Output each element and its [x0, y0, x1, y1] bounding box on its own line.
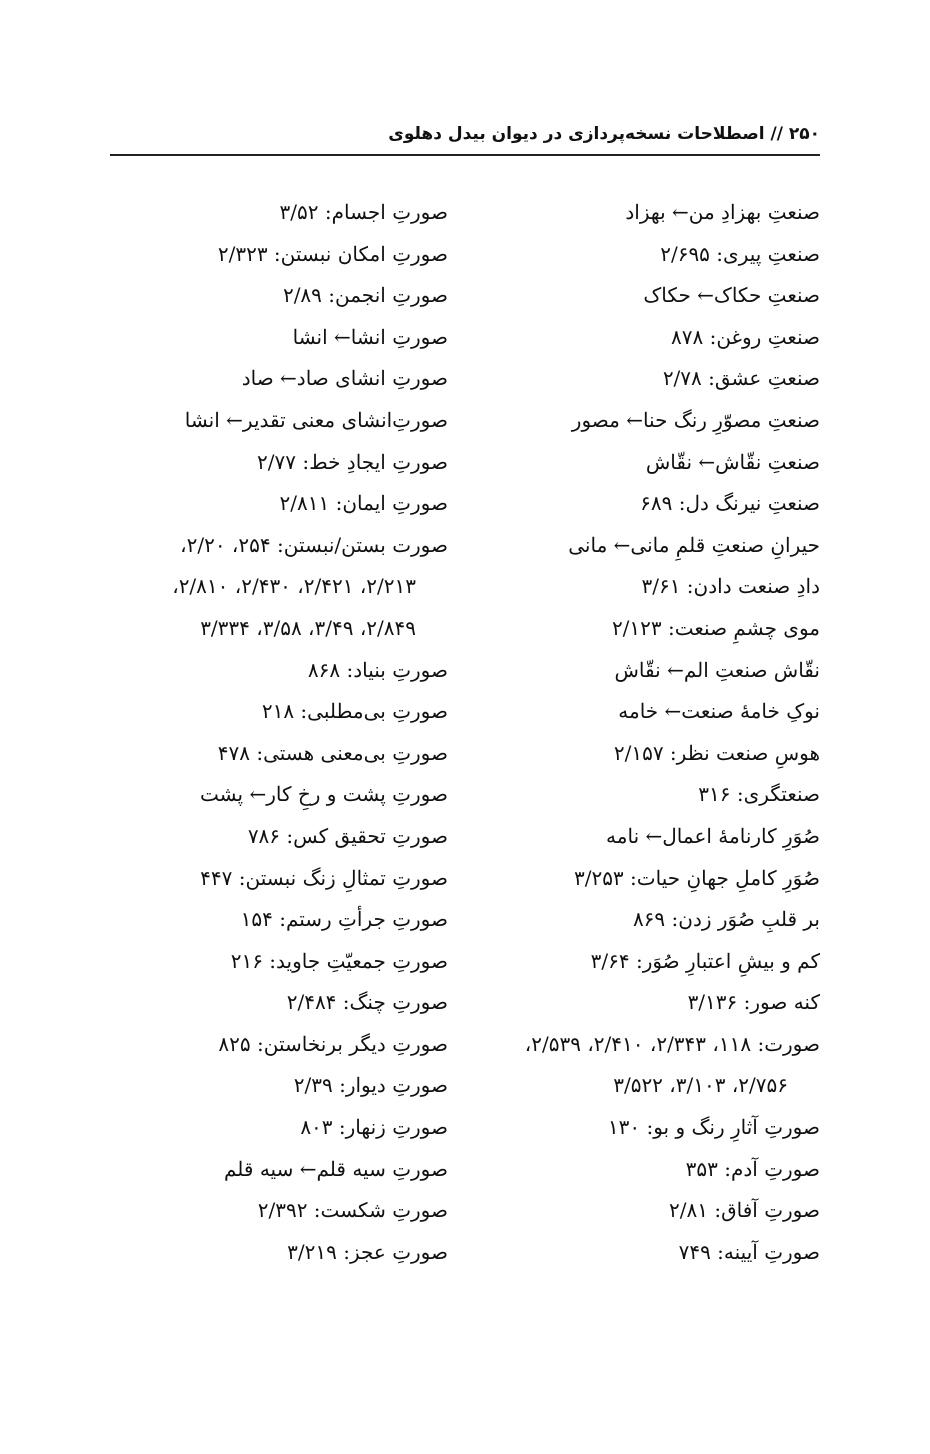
index-entry: صورتِ تحقیق کس: ۷۸۶ [247, 823, 448, 848]
index-entry: صُوَرِ کاملِ جهانِ حیات: ۳/۲۵۳ [573, 865, 820, 890]
index-entry: صورتِ بی‌مطلبی: ۲۱۸ [261, 699, 448, 724]
index-entry: صُوَرِ کارنامهٔ اعمال← نامه [606, 823, 820, 848]
index-entry: صنعتِ بهزادِ من← بهزاد [625, 200, 820, 224]
index-entry: صنعتِ عشق: ۲/۷۸ [662, 366, 820, 391]
index-entry: نقّاش صنعتِ الم← نقّاش [614, 657, 820, 682]
index-entry: صورتِ بی‌معنی هستی: ۴۷۸ [217, 740, 448, 765]
index-entry-continuation: ۲/۷۵۶، ۳/۱۰۳، ۳/۵۲۲ [613, 1073, 788, 1098]
index-entry: صورتِ انشا← انشا [292, 324, 448, 349]
index-entry: صورتِ‌انشای معنی تقدیر← انشا [184, 407, 448, 432]
index-column-left [118, 192, 448, 1273]
index-entry: صورتِ ایمان: ۲/۸۱۱ [279, 491, 448, 516]
index-entry: نوکِ خامهٔ صنعت← خامه [618, 699, 820, 724]
index-entry: صورت بستن/نبستن: ۲۵۴، ۲/۲۰، [180, 532, 448, 557]
index-entry-continuation: ۲/۸۴۹، ۳/۴۹، ۳/۵۸، ۳/۳۳۴ [200, 615, 416, 640]
index-entry: صورتِ پشت و رخِ کار← پشت [200, 782, 448, 807]
index-entry: کم و بیشِ اعتبارِ صُوَر: ۳/۶۴ [590, 948, 820, 973]
index-entry: صورتِ دیوار: ۲/۳۹ [293, 1073, 448, 1098]
index-entry: صورتِ دیگر برنخاستن: ۸۲۵ [218, 1031, 448, 1056]
index-entry: صورتِ آفاق: ۲/۸۱ [669, 1198, 820, 1223]
index-entry: صورتِ امکان نبستن: ۲/۳۲۳ [217, 241, 448, 266]
index-entry: صنعتگری: ۳۱۶ [698, 782, 820, 807]
page-header: ۲۵۰ // اصطلاحات نسخه‌پردازی در دیوان بیدل دهلوی [388, 124, 820, 144]
index-entry: صورتِ انجمن: ۲/۸۹ [282, 283, 448, 308]
index-entry: صورتِ سیه قلم← سیه قلم [223, 1156, 448, 1181]
index-entry: کنه صور: ۳/۱۳۶ [687, 990, 820, 1015]
index-entry: صنعتِ پیری: ۲/۶۹۵ [660, 241, 820, 266]
index-entry: صورتِ آیینه: ۷۴۹ [678, 1239, 820, 1264]
index-entry-continuation: ۲/۲۱۳، ۲/۴۲۱، ۲/۴۳۰، ۲/۸۱۰، [172, 574, 416, 599]
index-entry: صورتِ زنهار: ۸۰۳ [300, 1115, 448, 1140]
index-entry: صورتِ جمعیّتِ جاوید: ۲۱۶ [230, 948, 448, 973]
index-entry: حیرانِ صنعتِ قلمِ مانی← مانی [568, 532, 820, 557]
index-entry: صنعتِ نیرنگ دل: ۶۸۹ [640, 491, 820, 516]
header-divider [110, 154, 820, 156]
index-column-right [480, 192, 820, 1273]
index-entry: صنعتِ حکاک← حکاک [643, 283, 820, 308]
index-entry: صورتِ تمثالِ زنگ نبستن: ۴۴۷ [200, 865, 448, 890]
index-entry: دادِ صنعت دادن: ۳/۶۱ [641, 574, 820, 599]
index-entry: صورتِ آثارِ رنگ و بو: ۱۳۰ [607, 1115, 820, 1140]
index-entry: صورتِ چنگ: ۲/۴۸۴ [286, 990, 448, 1015]
index-entry: صورتِ شکست: ۲/۳۹۲ [257, 1198, 448, 1223]
index-entry: صورتِ ایجادِ خط: ۲/۷۷ [257, 449, 448, 474]
index-entry: صورتِ عجز: ۳/۲۱۹ [287, 1239, 448, 1264]
index-entry: صورتِ جرأتِ رستم: ۱۵۴ [240, 907, 448, 932]
index-entry: بر قلبِ صُوَر زدن: ۸۶۹ [632, 907, 820, 932]
index-entry: صورتِ اجسام: ۳/۵۲ [279, 200, 448, 224]
index-entry: صنعتِ نقّاش← نقّاش [645, 449, 820, 474]
index-entry: هوسِ صنعت نظر: ۲/۱۵۷ [613, 740, 820, 765]
index-entry: صورتِ انشای صاد← صاد [241, 366, 448, 391]
index-entry: موی چشمِ صنعت: ۲/۱۲۳ [611, 615, 820, 640]
index-entry: صورت: ۱۱۸، ۲/۳۴۳، ۲/۴۱۰، ۲/۵۳۹، [524, 1031, 820, 1056]
index-entry: صنعتِ روغن: ۸۷۸ [671, 324, 820, 349]
index-entry: صورتِ بنیاد: ۸۶۸ [307, 657, 448, 682]
index-entry: صورتِ آدم: ۳۵۳ [685, 1156, 820, 1181]
index-entry: صنعتِ مصوّرِ رنگ حنا← مصور [571, 407, 820, 432]
